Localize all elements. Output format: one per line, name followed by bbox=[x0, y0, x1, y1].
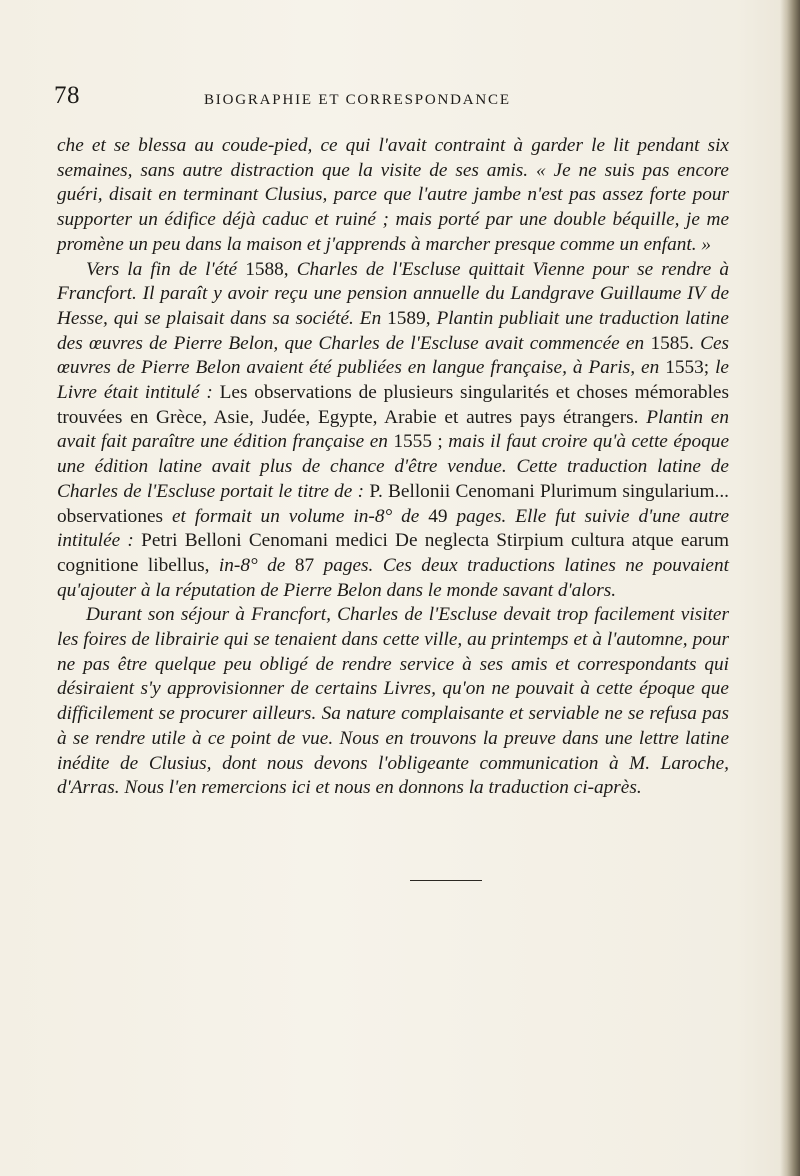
text-segment: 1589, bbox=[387, 307, 437, 329]
text-segment: mais il faut croire qu'à cette époque une édition latine avait plus de chance d'être vendue. Cette traduction latine de Charles de l'Escluse portait le titre de : bbox=[57, 431, 730, 502]
closing-rule bbox=[410, 880, 482, 881]
text-segment: 87 bbox=[294, 554, 324, 576]
text-segment: Charles de l'Escluse quittait Vienne pour se rendre à Francfort. Il paraît y avoir reçu une pension annuelle du Landgrave Guillaume IV de Hesse, qui se plaisait dans sa société. En bbox=[57, 258, 730, 329]
text-segment: P. Bellonii Cenomani Plurimum singularium... observationes bbox=[57, 480, 729, 527]
text-segment: 1553; bbox=[665, 357, 716, 379]
body-text bbox=[57, 134, 729, 801]
paragraph-3 bbox=[57, 603, 729, 801]
text-segment: le Livre était intitulé : bbox=[57, 357, 729, 404]
text-segment: pages. Elle fut suivie d'une autre intitulée : bbox=[57, 505, 729, 552]
text-segment: Ces œuvres de Pierre Belon avaient été publiées en langue française, à Paris, en bbox=[57, 332, 730, 379]
page-number: 78 bbox=[54, 82, 80, 109]
text-segment: 1555 ; bbox=[393, 431, 449, 453]
text-segment: Plantin publiait une traduction latine des œuvres de Pierre Belon, que Charles de l'Escluse avait commencée en bbox=[57, 307, 729, 354]
text-segment: Petri Belloni Cenomani medici De neglecta Stirpium cultura atque earum cognitione libellus, bbox=[57, 530, 729, 576]
text-segment: 49 bbox=[428, 505, 457, 527]
text-segment: Vers la fin de l'été bbox=[86, 258, 246, 280]
page-header bbox=[54, 82, 730, 118]
text-segment: Plantin en avait fait paraître une édition française en bbox=[57, 406, 729, 453]
page-edge-shadow bbox=[780, 0, 800, 1176]
text-segment: Durant son séjour à Francfort, Charles de l'Escluse devait trop facilement visiter les foires de librairie qui se tenaient dans cette ville, au printemps et à l'automne, pour ne pas être quelque peu obligé de rendre service à ses amis et correspondants qui désiraient s'y approvisionner de certains Livres, qu'on ne pouvait à cette époque que difficilement se procurer ailleurs. Sa nature complaisante et serviable ne se refusa pas à se rendre utile à ce point de vue. Nous en trouvons la preuve dans une lettre latine inédite de Clusius, dont nous devons l'obligeante communication à M. Laroche, d'Arras. Nous l'en remercions ici et nous en donnons la traduction ci-après. bbox=[57, 604, 729, 799]
text-segment: che et se blessa au coude-pied, ce qui l'avait contraint à garder le lit pendant six semaines, sans autre distraction que la visite de ses amis. « Je ne suis pas encore guéri, disait en terminant Clusius, parce que l'autre jambe n'est pas assez forte pour supporter un édifice déjà caduc et ruiné ; mais porté par une double béquille, je me promène un peu dans la maison et j'apprends à marcher presque comme un enfant. » bbox=[57, 135, 729, 255]
paragraph-1 bbox=[57, 134, 729, 258]
text-segment: 1585. bbox=[650, 332, 701, 354]
text-segment: pages. Ces deux traductions latines ne pouvaient qu'ajouter à la réputation de Pierre Belon dans le monde savant d'alors. bbox=[57, 554, 729, 601]
paragraph-2 bbox=[57, 258, 729, 604]
text-segment: in-8° de bbox=[218, 554, 295, 576]
text-segment: et formait un volume in-8° de bbox=[171, 505, 429, 527]
text-segment: Les observations de plusieurs singularités et choses mémorables trouvées en Grèce, Asie, Judée, Egypte, Arabie et autres pays étrangers. bbox=[57, 382, 729, 428]
text-segment: 1588, bbox=[245, 258, 297, 280]
running-head: BIOGRAPHIE ET CORRESPONDANCE bbox=[204, 92, 511, 108]
